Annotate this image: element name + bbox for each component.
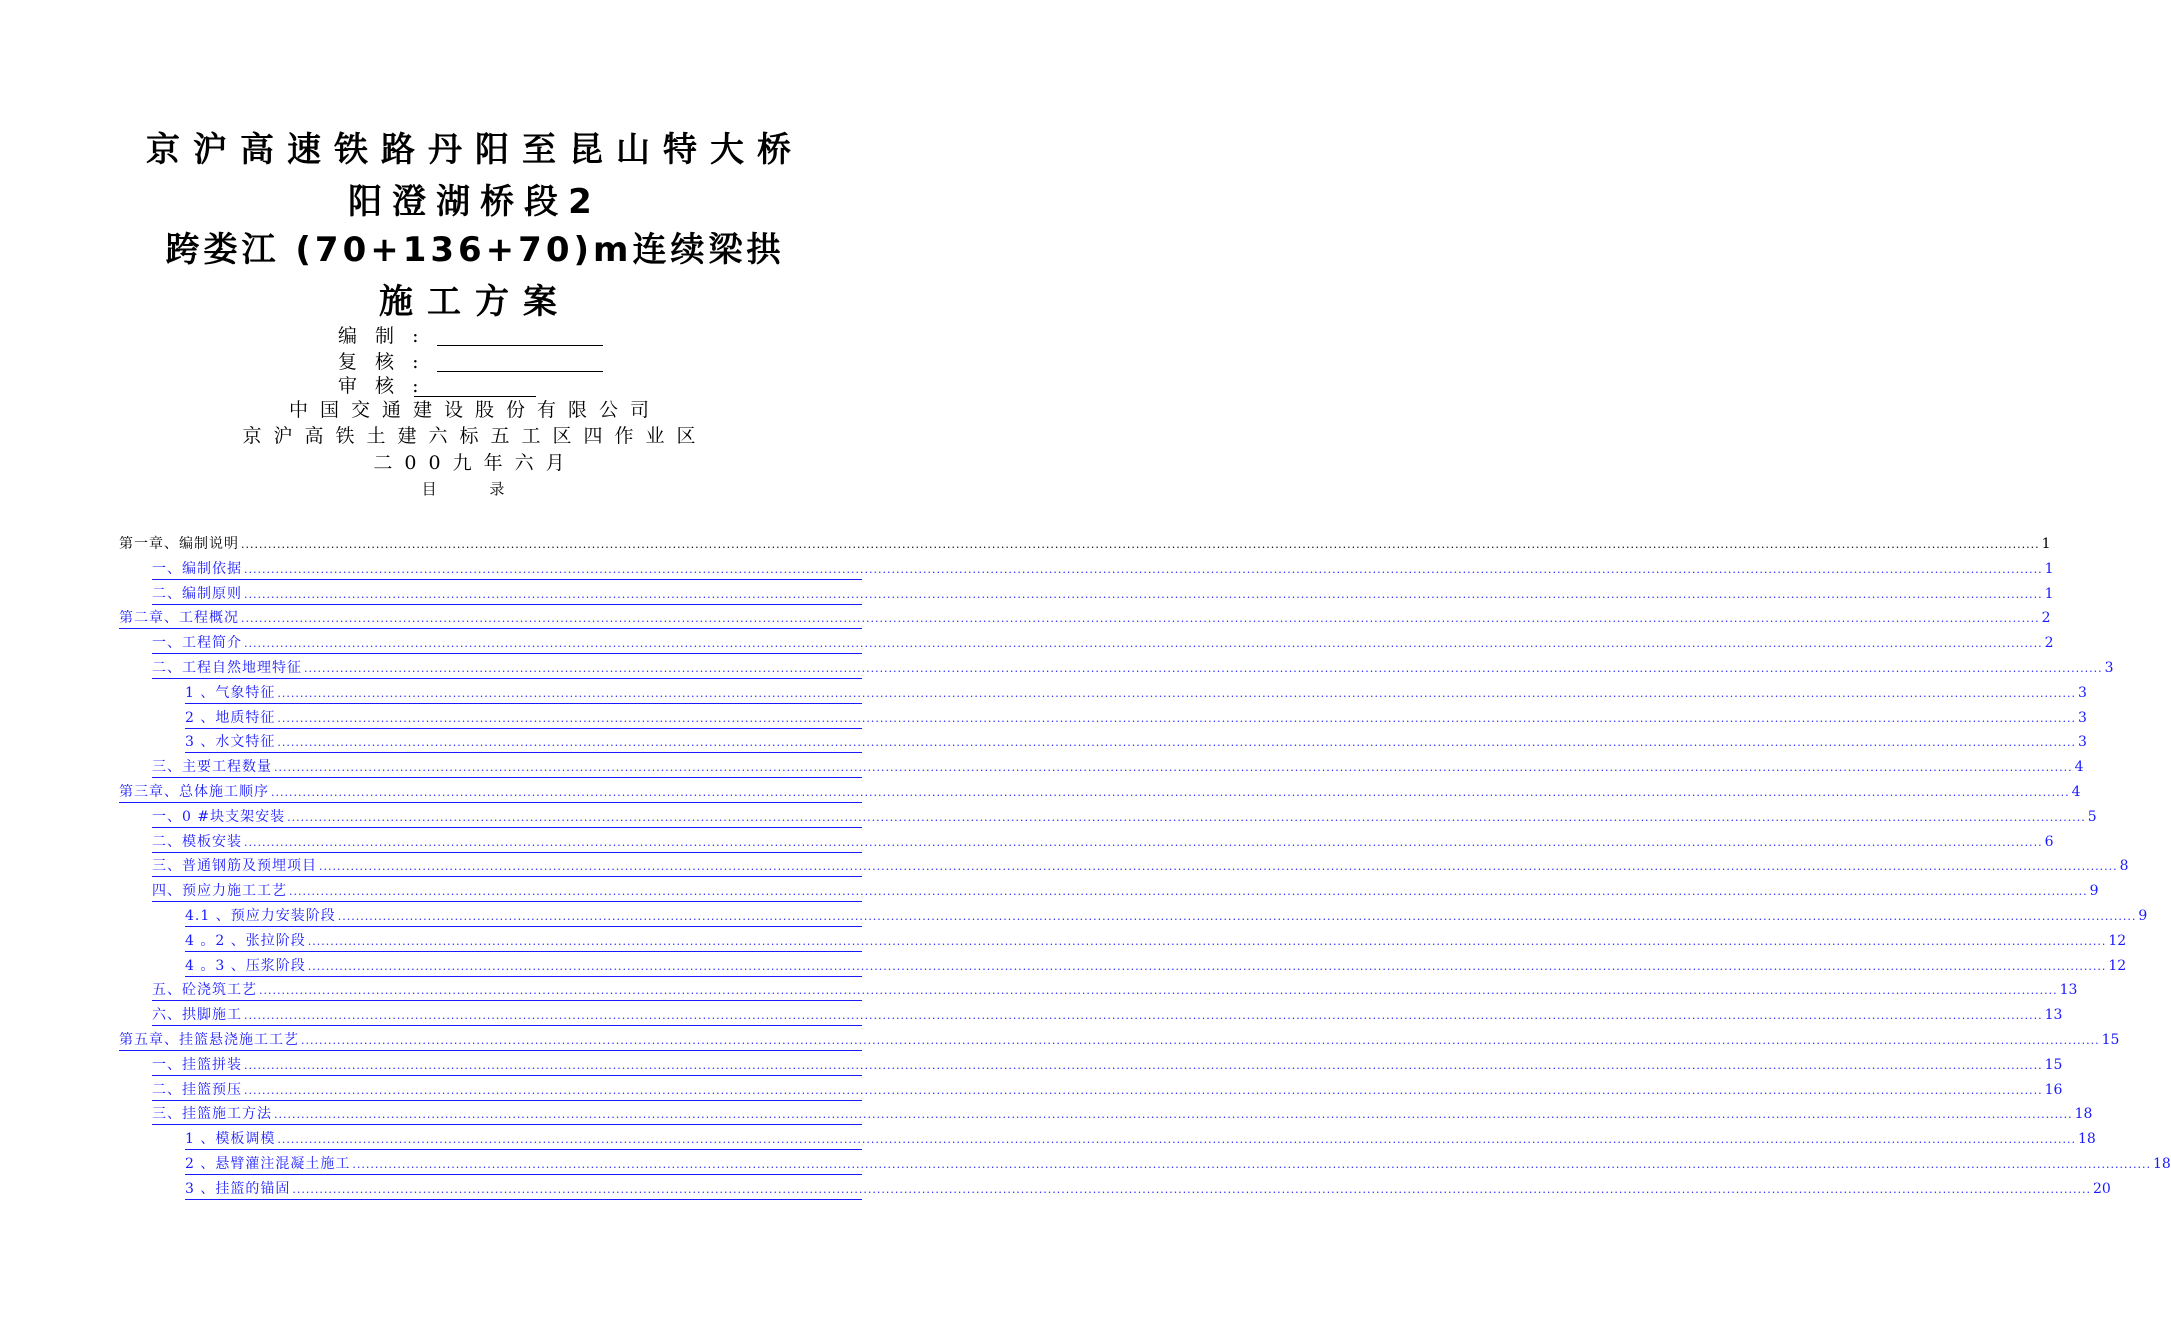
toc-entry[interactable] <box>152 757 2084 778</box>
toc-entry-page: 4 <box>2071 784 2081 800</box>
toc-entry-page: 1 <box>2041 536 2051 552</box>
toc-entry-page: 5 <box>2087 809 2097 825</box>
toc-entry[interactable] <box>185 931 2127 952</box>
toc-entry-title: 二、工程自然地理特征 <box>152 660 302 676</box>
toc-entry-page: 18 <box>2153 1156 2171 1172</box>
toc-entry-title: 第五章、挂篮悬浇施工工艺 <box>119 1032 299 1048</box>
toc-entry[interactable] <box>152 832 2054 853</box>
toc-entry-page: 3 <box>2078 734 2087 750</box>
toc-entry-page: 16 <box>2044 1082 2063 1098</box>
company-name: 中国交通建设股份有限公司 <box>288 399 661 421</box>
toc-entry[interactable] <box>119 782 2081 803</box>
toc-entry[interactable] <box>185 1129 2096 1150</box>
toc-entry-page: 1 <box>2044 561 2054 577</box>
toc-entry[interactable] <box>152 1104 2093 1125</box>
toc-entry-page: 3 <box>2078 685 2087 701</box>
toc-dot-leader: ................................................................................................................................................................................................................................................................................................................................................................................................................ <box>307 935 2107 948</box>
toc-entry-page: 8 <box>2119 858 2129 874</box>
toc-dot-leader: ................................................................................................................................................................................................................................................................................................................................................................................................................ <box>244 1009 2043 1022</box>
toc-entry[interactable] <box>152 658 2114 679</box>
toc-entry[interactable] <box>185 1179 2111 1200</box>
toc-dot-leader: ................................................................................................................................................................................................................................................................................................................................................................................................................ <box>271 786 2070 799</box>
toc-entry-page: 18 <box>2078 1131 2096 1147</box>
toc-entry[interactable] <box>119 1030 2120 1051</box>
toc-dot-leader: ................................................................................................................................................................................................................................................................................................................................................................................................................ <box>244 1059 2043 1072</box>
toc-entry-page: 1 <box>2044 586 2054 602</box>
toc-entry-title: 三、普通钢筋及预埋项目 <box>152 858 317 874</box>
approve-signature-line <box>414 396 536 397</box>
toc-entry-page: 18 <box>2074 1106 2093 1122</box>
toc-entry-page: 20 <box>2093 1181 2111 1197</box>
toc-entry-title: 4 。2 、张拉阶段 <box>185 933 306 949</box>
toc-entry-page: 12 <box>2108 933 2127 949</box>
document-date: 二00九年六月 <box>373 452 577 474</box>
section-name: 京沪高铁土建六标五工区四作业区 <box>242 425 708 447</box>
toc-dot-leader: ................................................................................................................................................................................................................................................................................................................................................................................................................ <box>352 1158 2151 1171</box>
toc-entry[interactable] <box>152 1080 2063 1101</box>
toc-entry-title: 一、挂篮拼装 <box>152 1057 242 1073</box>
toc-dot-leader: ................................................................................................................................................................................................................................................................................................................................................................................................................ <box>287 811 2086 824</box>
toc-entry-title: 五、砼浇筑工艺 <box>152 982 257 998</box>
toc-entry-page: 9 <box>2089 883 2099 899</box>
toc-dot-leader: ................................................................................................................................................................................................................................................................................................................................................................................................................ <box>244 637 2043 650</box>
toc-entry[interactable] <box>185 732 2087 753</box>
toc-dot-leader: ................................................................................................................................................................................................................................................................................................................................................................................................................ <box>319 860 2118 873</box>
toc-entry-title: 二、模板安装 <box>152 834 242 850</box>
toc-dot-leader: ................................................................................................................................................................................................................................................................................................................................................................................................................ <box>274 1108 2073 1121</box>
toc-dot-leader: ................................................................................................................................................................................................................................................................................................................................................................................................................ <box>277 712 2076 725</box>
toc-entry[interactable] <box>185 683 2087 704</box>
review-signature-line <box>437 371 603 372</box>
review-row <box>338 350 424 374</box>
toc-entry-title: 第一章、编制说明 <box>119 536 239 552</box>
toc-entry-page: 4 <box>2074 759 2084 775</box>
toc-dot-leader: ................................................................................................................................................................................................................................................................................................................................................................................................................ <box>292 1183 2091 1196</box>
toc-entry[interactable] <box>185 956 2127 977</box>
toc-dot-leader: ................................................................................................................................................................................................................................................................................................................................................................................................................ <box>277 736 2076 749</box>
toc-entry[interactable] <box>185 1154 2171 1175</box>
toc-entry[interactable] <box>152 1005 2063 1026</box>
toc-dot-leader: ................................................................................................................................................................................................................................................................................................................................................................................................................ <box>244 563 2043 576</box>
toc-dot-leader: ................................................................................................................................................................................................................................................................................................................................................................................................................ <box>304 662 2103 675</box>
toc-entry-page: 3 <box>2078 710 2087 726</box>
approve-row <box>338 374 424 398</box>
compile-label: 编 制 : <box>338 325 425 347</box>
compile-signature-line <box>437 345 603 346</box>
toc-entry-title: 2 、地质特征 <box>185 710 276 726</box>
toc-entry[interactable] <box>152 856 2129 877</box>
toc-entry-title: 一、编制依据 <box>152 561 242 577</box>
toc-entry-page: 2 <box>2041 610 2051 626</box>
toc-entry-title: 3 、挂篮的锚固 <box>185 1181 291 1197</box>
toc-dot-leader: ................................................................................................................................................................................................................................................................................................................................................................................................................ <box>244 588 2043 601</box>
toc-entry-page: 3 <box>2104 660 2114 676</box>
toc-dot-leader: ................................................................................................................................................................................................................................................................................................................................................................................................................ <box>241 612 2040 625</box>
toc-entry-page: 9 <box>2138 908 2148 924</box>
toc-dot-leader: ................................................................................................................................................................................................................................................................................................................................................................................................................ <box>259 984 2058 997</box>
toc-entry[interactable] <box>152 584 2054 605</box>
toc-dot-leader: ................................................................................................................................................................................................................................................................................................................................................................................................................ <box>301 1034 2100 1047</box>
title-line-4: 施工方案 <box>379 282 571 322</box>
toc-entry-title: 六、拱脚施工 <box>152 1007 242 1023</box>
compile-row <box>338 324 424 348</box>
toc-entry-title: 4 。3 、压浆阶段 <box>185 958 306 974</box>
toc-entry-title: 三、挂篮施工方法 <box>152 1106 272 1122</box>
toc-entry-page: 13 <box>2059 982 2078 998</box>
toc-entry-title: 4.1 、预应力安装阶段 <box>185 908 336 924</box>
title-line-3: 跨娄江 (70+136+70)m连续梁拱 <box>165 230 785 270</box>
toc-entry-title: 2 、悬臂灌注混凝土施工 <box>185 1156 351 1172</box>
review-label: 复 核 : <box>338 351 425 373</box>
toc-dot-leader: ................................................................................................................................................................................................................................................................................................................................................................................................................ <box>277 687 2076 700</box>
toc-entry-page: 12 <box>2108 958 2127 974</box>
approve-label: 审 核 : <box>338 375 425 397</box>
toc-dot-leader: ................................................................................................................................................................................................................................................................................................................................................................................................................ <box>277 1133 2076 1146</box>
toc-entry-title: 二、挂篮预压 <box>152 1082 242 1098</box>
toc-entry[interactable] <box>152 1055 2063 1076</box>
toc-dot-leader: ................................................................................................................................................................................................................................................................................................................................................................................................................ <box>289 885 2088 898</box>
toc-entry[interactable] <box>185 906 2148 927</box>
toc-entry-title: 三、主要工程数量 <box>152 759 272 775</box>
toc-entry[interactable] <box>185 708 2087 729</box>
toc-entry-title: 二、编制原则 <box>152 586 242 602</box>
toc-entry <box>119 534 2051 554</box>
toc-entry-page: 13 <box>2044 1007 2063 1023</box>
toc-entry-title: 一、0 #块支架安装 <box>152 809 286 825</box>
toc-dot-leader: ................................................................................................................................................................................................................................................................................................................................................................................................................ <box>244 836 2043 849</box>
toc-entry-title: 四、预应力施工工艺 <box>152 883 287 899</box>
toc-heading: 目 录 <box>421 480 529 498</box>
toc-dot-leader: ................................................................................................................................................................................................................................................................................................................................................................................................................ <box>274 761 2073 774</box>
toc-entry[interactable] <box>152 980 2078 1001</box>
toc-entry[interactable] <box>152 807 2097 828</box>
toc-dot-leader: ................................................................................................................................................................................................................................................................................................................................................................................................................ <box>244 1084 2043 1097</box>
toc-entry-title: 3 、水文特征 <box>185 734 276 750</box>
toc-entry-page: 2 <box>2044 635 2054 651</box>
toc-entry-title: 第二章、工程概况 <box>119 610 239 626</box>
title-line-2: 阳澄湖桥段2 <box>348 182 602 222</box>
toc-entry-page: 15 <box>2044 1057 2063 1073</box>
toc-entry-title: 1 、模板调模 <box>185 1131 276 1147</box>
toc-dot-leader: ................................................................................................................................................................................................................................................................................................................................................................................................................ <box>337 910 2137 923</box>
toc-entry[interactable] <box>152 881 2099 902</box>
toc-entry-title: 一、工程简介 <box>152 635 242 651</box>
title-line-1: 京沪高速铁路丹阳至昆山特大桥 <box>146 130 804 170</box>
toc-entry-page: 6 <box>2044 834 2054 850</box>
toc-entry[interactable] <box>152 633 2054 654</box>
toc-dot-leader: ................................................................................................................................................................................................................................................................................................................................................................................................................ <box>241 538 2040 551</box>
toc-entry-title: 1 、气象特征 <box>185 685 276 701</box>
toc-entry[interactable] <box>119 608 2051 629</box>
toc-entry-page: 15 <box>2101 1032 2120 1048</box>
toc-entry-title: 第三章、总体施工顺序 <box>119 784 269 800</box>
toc-dot-leader: ................................................................................................................................................................................................................................................................................................................................................................................................................ <box>307 960 2107 973</box>
toc-entry[interactable] <box>152 559 2054 580</box>
